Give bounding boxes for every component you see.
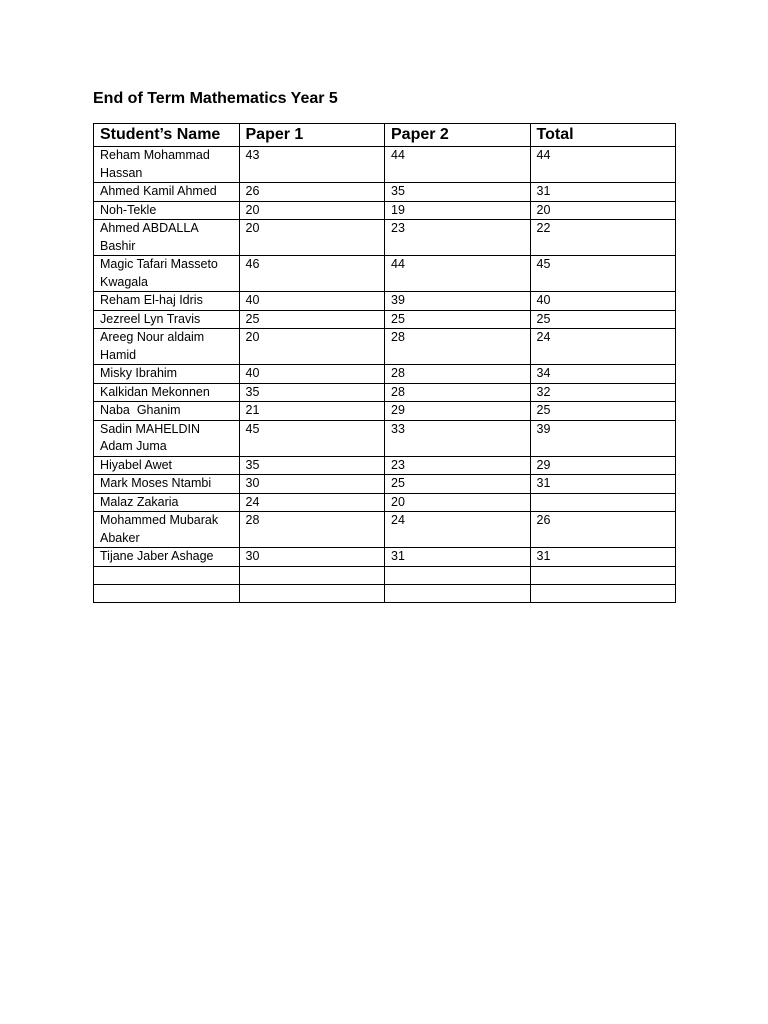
paper-2-cell: 25 — [385, 475, 531, 494]
table-row — [94, 493, 676, 512]
table-row — [94, 383, 676, 402]
student-name-cell: Naba Ghanim — [94, 402, 240, 421]
total-cell: 25 — [530, 402, 676, 421]
paper-2-cell: 28 — [385, 329, 531, 365]
student-name-cell: Magic Tafari Masseto Kwagala — [94, 256, 240, 292]
paper-2-cell: 44 — [385, 256, 531, 292]
total-cell: 39 — [530, 420, 676, 456]
total-cell: 40 — [530, 292, 676, 311]
table-row — [94, 256, 676, 292]
header-paper-2: Paper 2 — [385, 124, 531, 147]
table-row-empty — [94, 584, 676, 602]
total-cell: 45 — [530, 256, 676, 292]
paper-1-cell: 24 — [239, 493, 385, 512]
total-cell: 24 — [530, 329, 676, 365]
student-name-cell: Sadin MAHELDIN Adam Juma — [94, 420, 240, 456]
total-cell — [530, 584, 676, 602]
paper-1-cell: 30 — [239, 475, 385, 494]
table-header-row — [94, 124, 676, 147]
table-row — [94, 329, 676, 365]
total-cell: 22 — [530, 220, 676, 256]
student-name-cell: Mark Moses Ntambi — [94, 475, 240, 494]
student-name-cell: Hiyabel Awet — [94, 456, 240, 475]
paper-1-cell — [239, 566, 385, 584]
student-name-cell — [94, 584, 240, 602]
paper-1-cell — [239, 584, 385, 602]
table-row — [94, 365, 676, 384]
paper-2-cell — [385, 584, 531, 602]
paper-2-cell: 31 — [385, 548, 531, 567]
total-cell: 31 — [530, 475, 676, 494]
paper-2-cell: 25 — [385, 310, 531, 329]
paper-2-cell: 33 — [385, 420, 531, 456]
student-name-cell: Reham El-haj Idris — [94, 292, 240, 311]
total-cell: 44 — [530, 147, 676, 183]
paper-2-cell: 23 — [385, 456, 531, 475]
paper-1-cell: 20 — [239, 201, 385, 220]
header-student-name: Student’s Name — [94, 124, 240, 147]
header-total: Total — [530, 124, 676, 147]
paper-1-cell: 20 — [239, 220, 385, 256]
table-row — [94, 475, 676, 494]
header-paper-1: Paper 1 — [239, 124, 385, 147]
paper-1-cell: 40 — [239, 292, 385, 311]
total-cell: 31 — [530, 183, 676, 202]
paper-2-cell: 28 — [385, 365, 531, 384]
table-row — [94, 292, 676, 311]
table-row — [94, 456, 676, 475]
table-row-empty — [94, 566, 676, 584]
paper-2-cell: 24 — [385, 512, 531, 548]
total-cell: 25 — [530, 310, 676, 329]
paper-1-cell: 43 — [239, 147, 385, 183]
paper-2-cell: 29 — [385, 402, 531, 421]
paper-2-cell: 19 — [385, 201, 531, 220]
student-name-cell: Areeg Nour aldaim Hamid — [94, 329, 240, 365]
total-cell: 31 — [530, 548, 676, 567]
student-name-cell: Tijane Jaber Ashage — [94, 548, 240, 567]
student-name-cell — [94, 566, 240, 584]
table-row — [94, 147, 676, 183]
table-row — [94, 183, 676, 202]
student-name-cell: Kalkidan Mekonnen — [94, 383, 240, 402]
student-name-cell: Ahmed ABDALLA Bashir — [94, 220, 240, 256]
paper-1-cell: 35 — [239, 456, 385, 475]
table-row — [94, 548, 676, 567]
paper-2-cell: 35 — [385, 183, 531, 202]
total-cell: 34 — [530, 365, 676, 384]
student-name-cell: Misky Ibrahim — [94, 365, 240, 384]
student-name-cell: Ahmed Kamil Ahmed — [94, 183, 240, 202]
total-cell — [530, 566, 676, 584]
paper-2-cell: 28 — [385, 383, 531, 402]
total-cell — [530, 493, 676, 512]
page-title: End of Term Mathematics Year 5 — [93, 90, 338, 107]
student-name-cell: Jezreel Lyn Travis — [94, 310, 240, 329]
paper-2-cell — [385, 566, 531, 584]
table-row — [94, 310, 676, 329]
paper-1-cell: 45 — [239, 420, 385, 456]
total-cell: 20 — [530, 201, 676, 220]
paper-1-cell: 40 — [239, 365, 385, 384]
table-row — [94, 512, 676, 548]
paper-1-cell: 26 — [239, 183, 385, 202]
student-name-cell: Reham Mohammad Hassan — [94, 147, 240, 183]
paper-1-cell: 20 — [239, 329, 385, 365]
paper-1-cell: 21 — [239, 402, 385, 421]
scores-table — [93, 123, 676, 603]
paper-2-cell: 20 — [385, 493, 531, 512]
student-name-cell: Malaz Zakaria — [94, 493, 240, 512]
paper-1-cell: 30 — [239, 548, 385, 567]
total-cell: 26 — [530, 512, 676, 548]
student-name-cell: Mohammed Mubarak Abaker — [94, 512, 240, 548]
paper-1-cell: 25 — [239, 310, 385, 329]
paper-1-cell: 46 — [239, 256, 385, 292]
table-row — [94, 402, 676, 421]
paper-2-cell: 23 — [385, 220, 531, 256]
total-cell: 32 — [530, 383, 676, 402]
paper-1-cell: 28 — [239, 512, 385, 548]
paper-2-cell: 44 — [385, 147, 531, 183]
table-row — [94, 420, 676, 456]
student-name-cell: Noh-Tekle — [94, 201, 240, 220]
paper-2-cell: 39 — [385, 292, 531, 311]
table-row — [94, 201, 676, 220]
table-row — [94, 220, 676, 256]
total-cell: 29 — [530, 456, 676, 475]
paper-1-cell: 35 — [239, 383, 385, 402]
